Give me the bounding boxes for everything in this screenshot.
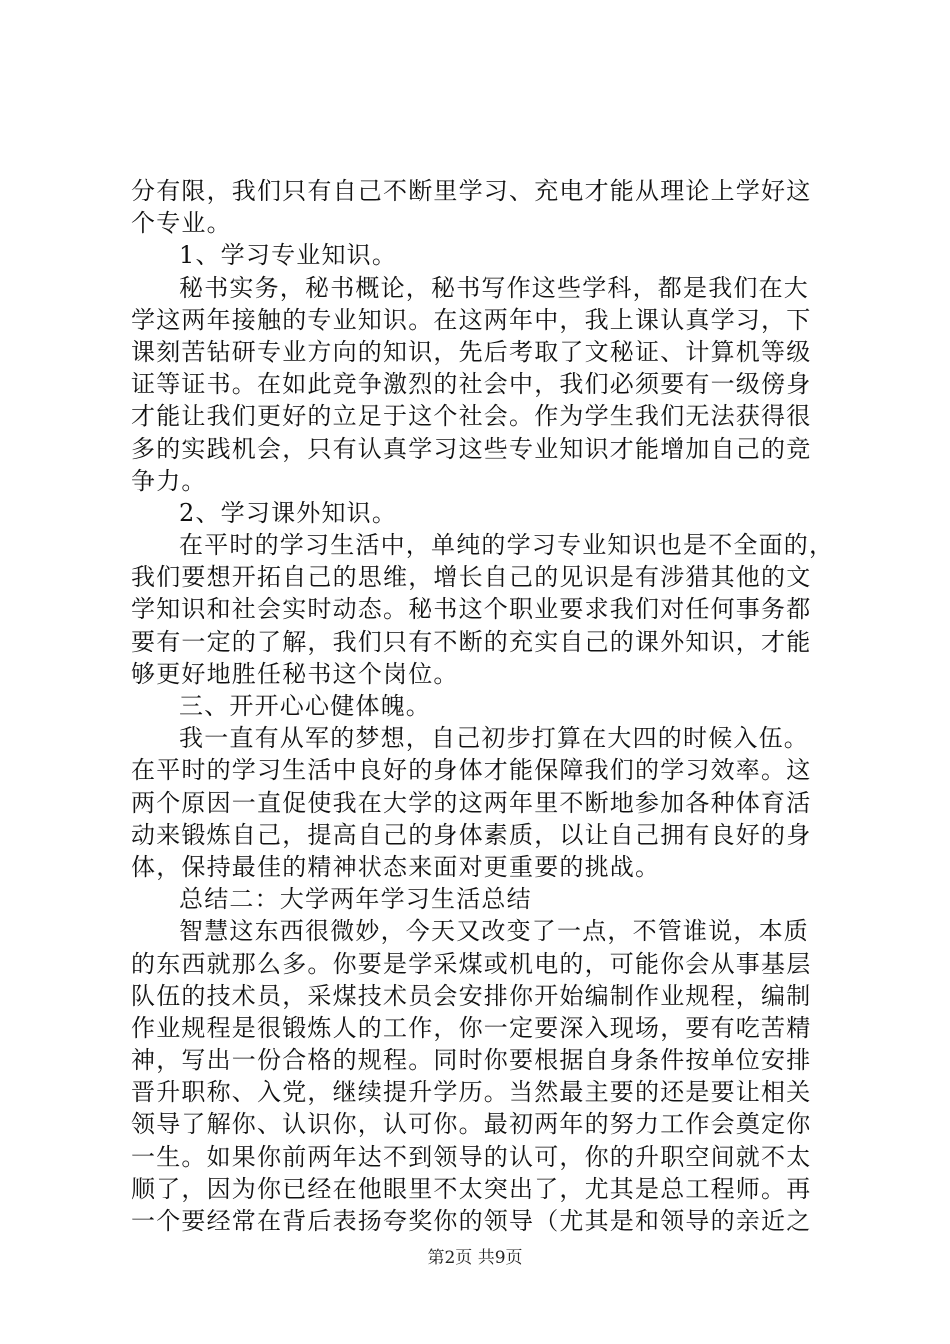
text-line: 争力。 — [131, 466, 207, 495]
text-line: 在平时的学习生活中良好的身体才能保障我们的学习效率。这 — [131, 756, 812, 785]
text-line: 的东西就那么多。你要是学采煤或机电的，可能你会从事基层 — [131, 949, 812, 978]
text-line: 课刻苦钻研专业方向的知识，先后考取了文秘证、计算机等级 — [131, 337, 812, 366]
text-line: 我一直有从军的梦想，自己初步打算在大四的时候入伍。 — [179, 724, 809, 753]
text-line: 一个要经常在背后表扬夸奖你的领导（尤其是和领导的亲近之 — [131, 1207, 812, 1235]
text-line: 分有限，我们只有自己不断里学习、充电才能从理论上学好这 — [131, 177, 812, 205]
text-line: 晋升职称、入党，继续提升学历。当然最主要的还是要让相关 — [131, 1078, 812, 1107]
text-line: 我们要想开拓自己的思维，增长自己的见识是有涉猎其他的文 — [131, 563, 812, 592]
text-line: 动来锻炼自己，提高自己的身体素质，以让自己拥有良好的身 — [131, 820, 812, 849]
text-line: 一生。如果你前两年达不到领导的认可，你的升职空间就不太 — [131, 1142, 812, 1171]
page-footer: 第2页 共9页 — [427, 1248, 523, 1268]
text-line: 作业规程是很锻炼人的工作，你一定要深入现场，要有吃苦精 — [131, 1013, 812, 1042]
text-line: 学这两年接触的专业知识。在这两年中，我上课认真学习，下 — [131, 305, 812, 334]
text-line: 队伍的技术员，采煤技术员会安排你开始编制作业规程，编制 — [131, 981, 812, 1010]
text-line: 1、学习专业知识。 — [179, 241, 398, 270]
text-line: 智慧这东西很微妙，今天又改变了一点，不管谁说，本质 — [179, 917, 809, 946]
text-line: 2、学习课外知识。 — [179, 498, 398, 527]
text-line: 顺了，因为你已经在他眼里不太突出了，尤其是总工程师。再 — [131, 1174, 812, 1203]
text-line: 在平时的学习生活中，单纯的学习专业知识也是不全面的， — [179, 531, 835, 560]
text-line: 学知识和社会实时动态。秘书这个职业要求我们对任何事务都 — [131, 595, 812, 624]
text-line: 两个原因一直促使我在大学的这两年里不断地参加各种体育活 — [131, 788, 812, 817]
text-line: 总结二：大学两年学习生活总结 — [179, 885, 532, 914]
text-line: 神，写出一份合格的规程。同时你要根据自身条件按单位安排 — [131, 1046, 812, 1075]
text-line: 个专业。 — [131, 209, 232, 238]
text-line: 体，保持最佳的精神状态来面对更重要的挑战。 — [131, 852, 661, 881]
text-line: 领导了解你、认识你，认可你。最初两年的努力工作会奠定你 — [131, 1110, 812, 1139]
text-line: 证等证书。在如此竞争激烈的社会中，我们必须要有一级傍身 — [131, 370, 812, 399]
text-line: 要有一定的了解，我们只有不断的充实自己的课外知识，才能 — [131, 627, 812, 656]
text-line: 秘书实务，秘书概论，秘书写作这些学科，都是我们在大 — [179, 273, 809, 302]
text-line: 三、开开心心健体魄。 — [179, 692, 431, 720]
text-line: 才能让我们更好的立足于这个社会。作为学生我们无法获得很 — [131, 402, 812, 431]
document-body — [131, 175, 835, 1237]
text-line: 够更好地胜任秘书这个岗位。 — [131, 659, 459, 688]
text-line: 多的实践机会，只有认真学习这些专业知识才能增加自己的竞 — [131, 434, 812, 463]
